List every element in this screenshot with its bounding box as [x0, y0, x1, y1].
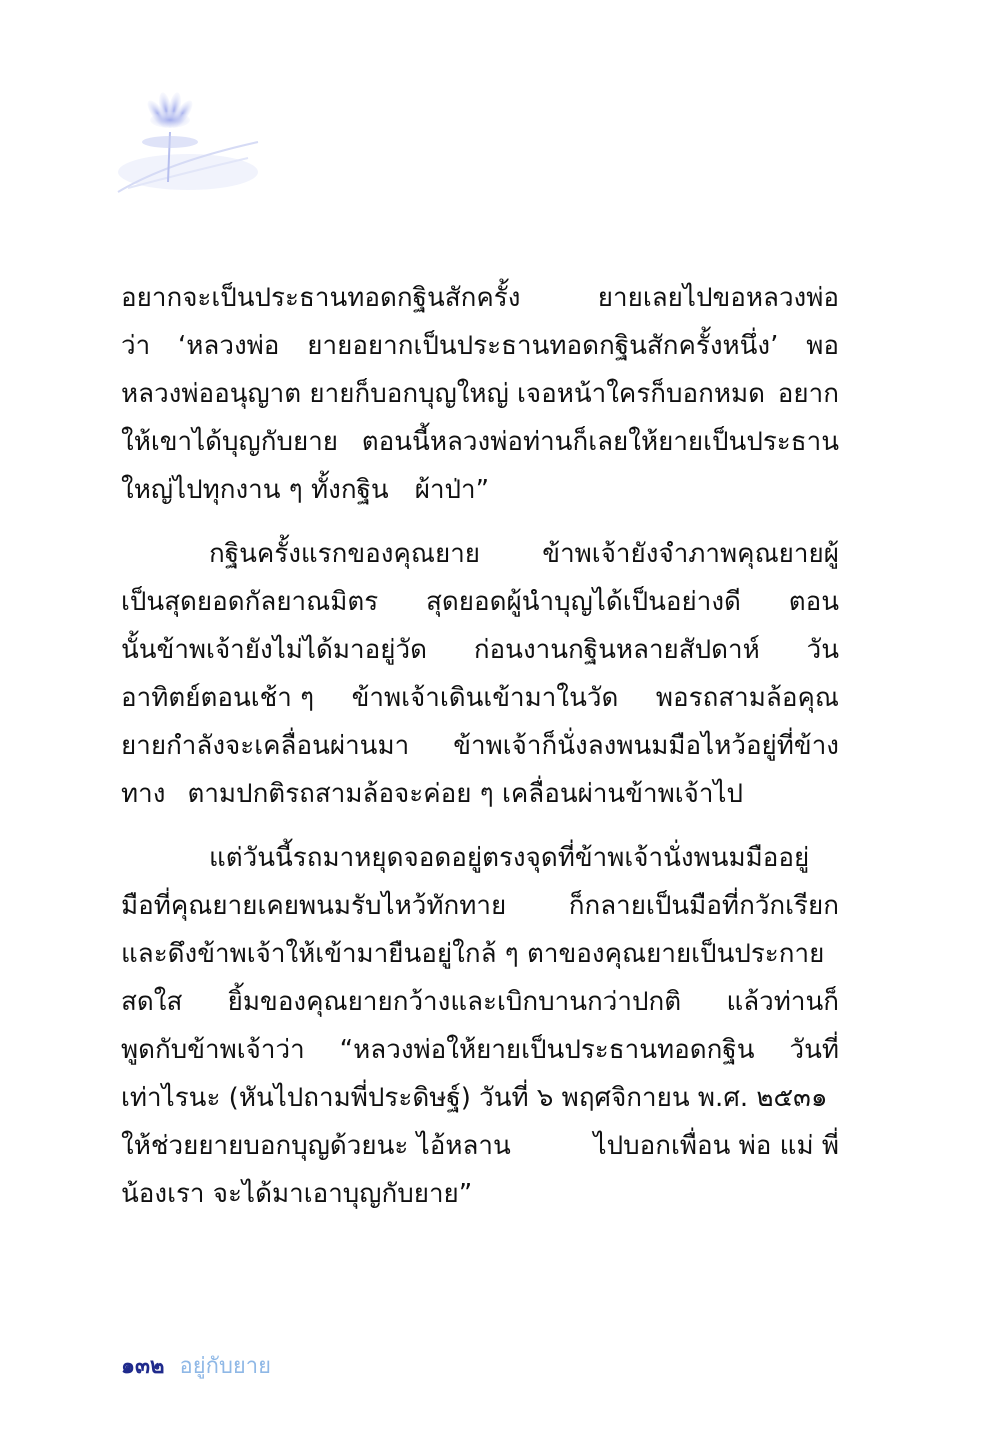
text-line: [121, 930, 839, 978]
text-segment: ทาง: [121, 779, 166, 809]
text-segment: เท่าไรนะ (หันไปถามพี่ประดิษฐ์) วันที่ ๖ พฤศจิกายน พ.ศ. ๒๕๓๑: [121, 1083, 828, 1113]
text-line: [121, 770, 839, 818]
page-footer: [121, 1352, 271, 1382]
text-line: [121, 1170, 839, 1218]
text-segment: เป็นสุดยอดกัลยาณมิตร: [121, 587, 379, 617]
text-line: [121, 978, 839, 1026]
text-line: [121, 722, 839, 770]
text-segment: พอ: [806, 331, 839, 361]
text-segment: อยากจะเป็นประธานทอดกฐินสักครั้ง: [121, 283, 521, 313]
text-line: [121, 674, 839, 722]
text-segment: สุดยอดผู้นำบุญได้เป็นอย่างดี: [426, 587, 741, 617]
text-segment: ข้าพเจ้ายังจำภาพคุณยายผู้: [542, 539, 839, 569]
text-line: [121, 370, 839, 418]
page-number: ๑๓๒: [121, 1354, 165, 1379]
paragraph-2: [121, 530, 839, 818]
text-segment: ตอน: [788, 587, 839, 617]
text-segment: ยายเลยไปขอหลวงพ่อ: [597, 283, 839, 313]
text-segment: แต่วันนี้รถมาหยุดจอดอยู่ตรงจุดที่ข้าพเจ้านั่งพนมมืออยู่: [209, 843, 810, 873]
text-segment: หลวงพ่ออนุญาต ยายก็บอกบุญใหญ่ เจอหน้าใครก็บอกหมด: [121, 379, 766, 409]
text-segment: พอรถสามล้อคุณ: [655, 683, 839, 713]
text-line: [121, 418, 839, 466]
text-line: [121, 578, 839, 626]
text-segment: ก็กลายเป็นมือที่กวักเรียก: [568, 891, 839, 921]
text-segment: ข้าพเจ้าก็นั่งลงพนมมือไหว้อยู่ที่ข้าง: [453, 731, 839, 761]
text-segment: มือที่คุณยายเคยพนมรับไหว้ทักทาย: [121, 891, 507, 921]
text-line: [121, 466, 839, 514]
body-text: [121, 274, 839, 1218]
lotus-ornament-icon: [108, 92, 268, 202]
text-segment: “หลวงพ่อให้ยายเป็นประธานทอดกฐิน: [339, 1035, 755, 1065]
text-segment: ข้าพเจ้าเดินเข้ามาในวัด: [351, 683, 619, 713]
text-segment: ‘หลวงพ่อ: [178, 331, 280, 361]
text-segment: ให้เขาได้บุญกับยาย: [121, 427, 339, 457]
text-segment: และดึงข้าพเจ้าให้เข้ามายืนอยู่ใกล้ ๆ ตาของคุณยายเป็นประกาย: [121, 939, 825, 969]
text-line: [121, 1026, 839, 1074]
text-segment: น้องเรา จะได้มาเอาบุญกับยาย”: [121, 1179, 473, 1209]
text-segment: ตามปกติรถสามล้อจะค่อย ๆ เคลื่อนผ่านข้าพเจ้าไป: [187, 779, 744, 809]
text-segment: ว่า: [121, 331, 151, 361]
text-segment: ให้ช่วยยายบอกบุญด้วยนะ ไอ้หลาน: [121, 1131, 511, 1161]
text-line: [121, 834, 839, 882]
text-segment: พูดกับข้าพเจ้าว่า: [121, 1035, 305, 1065]
text-segment: ตอนนี้หลวงพ่อท่านก็เลยให้ยายเป็นประธาน: [361, 427, 839, 457]
text-segment: ก่อนงานกฐินหลายสัปดาห์: [473, 635, 760, 665]
text-segment: ไปบอกเพื่อน พ่อ แม่ พี่: [593, 1131, 839, 1161]
text-segment: นั้นข้าพเจ้ายังไม่ได้มาอยู่วัด: [121, 635, 427, 665]
text-segment: อาทิตย์ตอนเช้า ๆ: [121, 683, 315, 713]
text-line: [121, 274, 839, 322]
text-segment: ยายอยากเป็นประธานทอดกฐินสักครั้งหนึ่ง’: [307, 331, 779, 361]
text-line: [121, 322, 839, 370]
text-segment: อยาก: [777, 379, 839, 409]
text-segment: วันที่: [789, 1035, 839, 1065]
text-segment: กฐินครั้งแรกของคุณยาย: [209, 539, 481, 569]
running-title: อยู่กับยาย: [179, 1354, 272, 1379]
text-segment: สดใส: [121, 987, 183, 1017]
text-segment: ใหญ่ไปทุกงาน ๆ ทั้งกฐิน: [121, 475, 389, 505]
text-line: [121, 882, 839, 930]
text-segment: ผ้าป่า”: [414, 475, 490, 505]
text-segment: วัน: [806, 635, 839, 665]
text-line: [121, 1074, 839, 1122]
paragraph-1: [121, 274, 839, 514]
text-segment: ยายกำลังจะเคลื่อนผ่านมา: [121, 731, 410, 761]
paragraph-3: [121, 834, 839, 1218]
text-line: [121, 1122, 839, 1170]
text-segment: แล้วท่านก็: [726, 987, 839, 1017]
text-segment: ยิ้มของคุณยายกว้างและเบิกบานกว่าปกติ: [227, 987, 682, 1017]
text-line: [121, 530, 839, 578]
text-line: [121, 626, 839, 674]
